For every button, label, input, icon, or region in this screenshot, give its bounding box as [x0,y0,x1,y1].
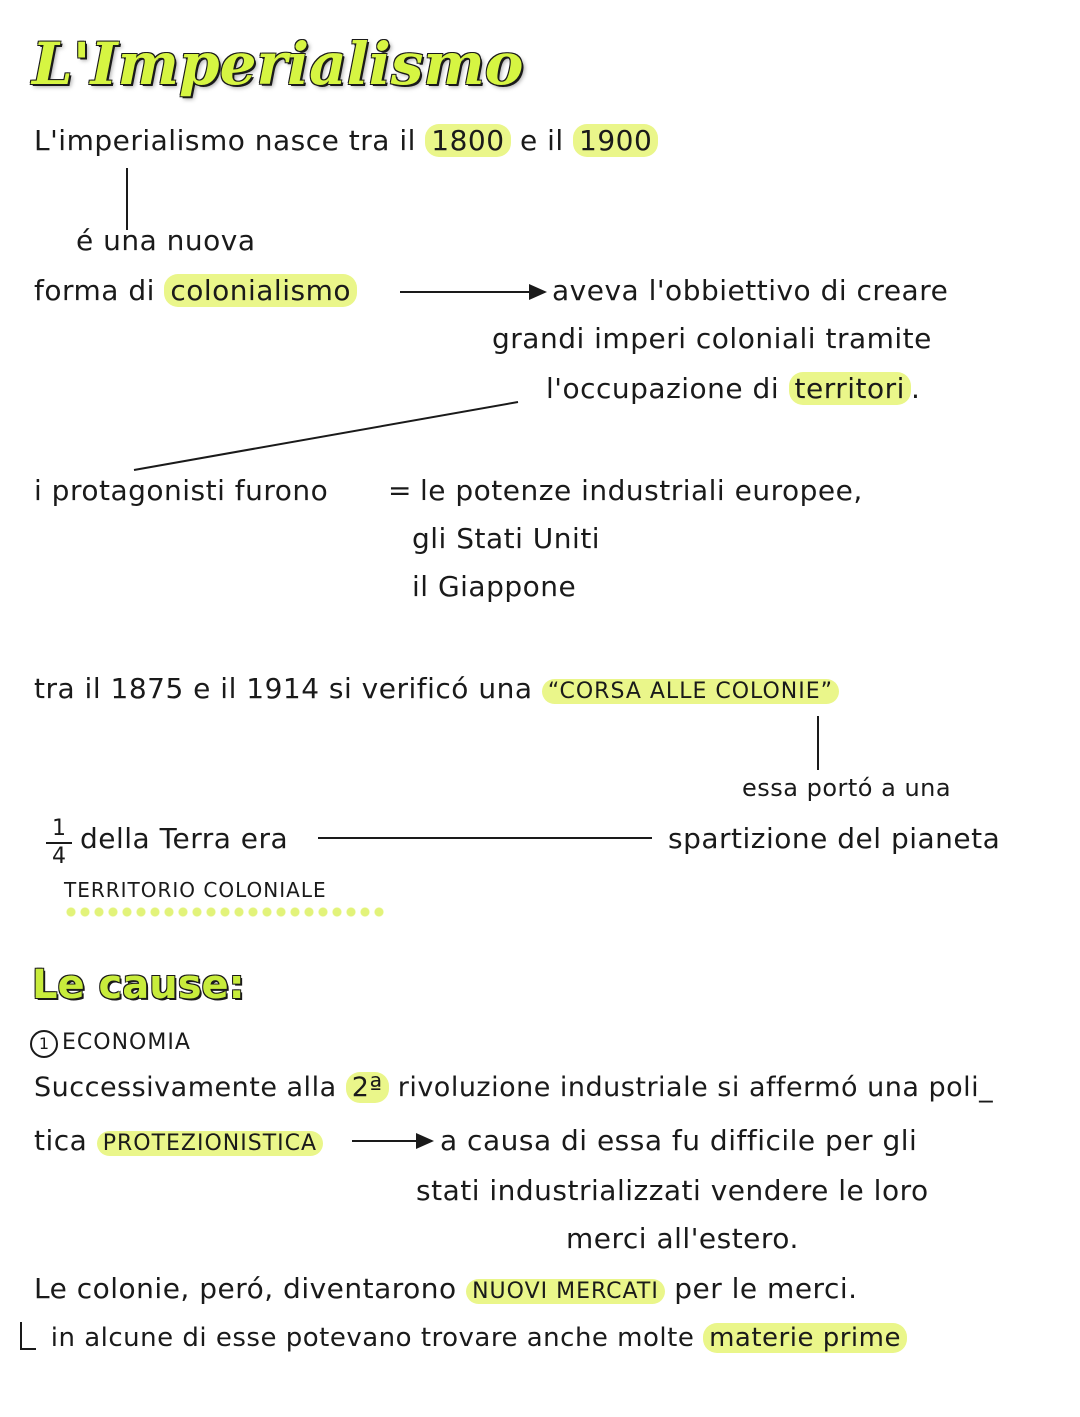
economy-title: ECONOMIA [62,1030,191,1055]
causes-line-1 [34,1072,993,1103]
protectionist-highlight: PROTEZIONISTICA [97,1131,323,1156]
fraction-text: della Terra era [80,822,289,855]
colonies-race-highlight: “CORSA ALLE COLONIE” [542,679,839,704]
causes-line6-prefix: in alcune di esse potevano trovare anche molte [50,1323,695,1353]
protagonists-label: i protagonisti furono [34,474,329,507]
definition-prefix: forma di [34,274,155,307]
race-line [34,672,839,705]
goal-line-1: aveva l'obbiettivo di creare [552,274,949,307]
new-markets-highlight: NUOVI MERCATI [466,1279,665,1304]
territories-highlight: territori [789,372,911,405]
causes-line5-prefix: Le colonie, peró, diventarono [34,1272,457,1305]
intro-middle: e il [519,124,564,157]
fraction-denominator: 4 [52,844,66,869]
causes-line-5 [34,1272,858,1305]
protagonist-item: le potenze industriali europee, [420,474,863,507]
dotted-underline [64,906,386,918]
consequence-line-2: spartizione del pianeta [668,822,1001,855]
intro-line [34,124,658,157]
raw-materials-highlight: materie prime [703,1323,907,1353]
goal-line3-prefix: l'occupazione di [546,372,780,405]
fraction-numerator: 1 [52,816,66,841]
hook-glyph [20,1322,36,1350]
year-end: 1900 [573,124,658,157]
causes-line5-rest: per le merci. [674,1272,858,1305]
protagonist-item: gli Stati Uniti [412,522,601,555]
one-quarter-fraction [46,818,72,868]
causes-line1-prefix: Successivamente alla [34,1072,337,1103]
item-number-circle: 1 [30,1030,58,1058]
causes-line-3: stati industrializzati vendere le loro [416,1174,929,1207]
causes-line-6 [20,1322,907,1353]
colonialism-highlight: colonialismo [164,274,357,307]
protagonists-equals: = [388,474,412,507]
diagonal-line [134,402,518,470]
causes-line-4: merci all'estero. [566,1222,799,1255]
goal-line-3 [546,372,920,405]
colonial-territory-label: TERRITORIO COLONIALE [64,878,327,902]
definition-line-2 [34,274,357,307]
intro-prefix: L'imperialismo nasce tra il [34,124,416,157]
goal-line-2: grandi imperi coloniali tramite [492,322,932,355]
protagonist-item: il Giappone [412,570,577,603]
second-highlight: 2ª [346,1072,389,1103]
year-start: 1800 [425,124,510,157]
definition-line-1: é una nuova [76,224,256,257]
consequence-line-1: essa portó a una [742,774,952,802]
causes-line1-rest: rivoluzione industriale si affermó una poli_ [397,1072,994,1103]
page-title: L'Imperialismo [32,30,524,98]
causes-line-2-left [34,1124,323,1157]
causes-heading: Le cause: [32,962,245,1008]
goal-line3-suffix: . [910,372,921,405]
causes-line-2-right: a causa di essa fu difficile per gli [440,1124,918,1157]
causes-line2-prefix: tica [34,1124,88,1157]
race-prefix: tra il 1875 e il 1914 si verificó una [34,672,533,705]
